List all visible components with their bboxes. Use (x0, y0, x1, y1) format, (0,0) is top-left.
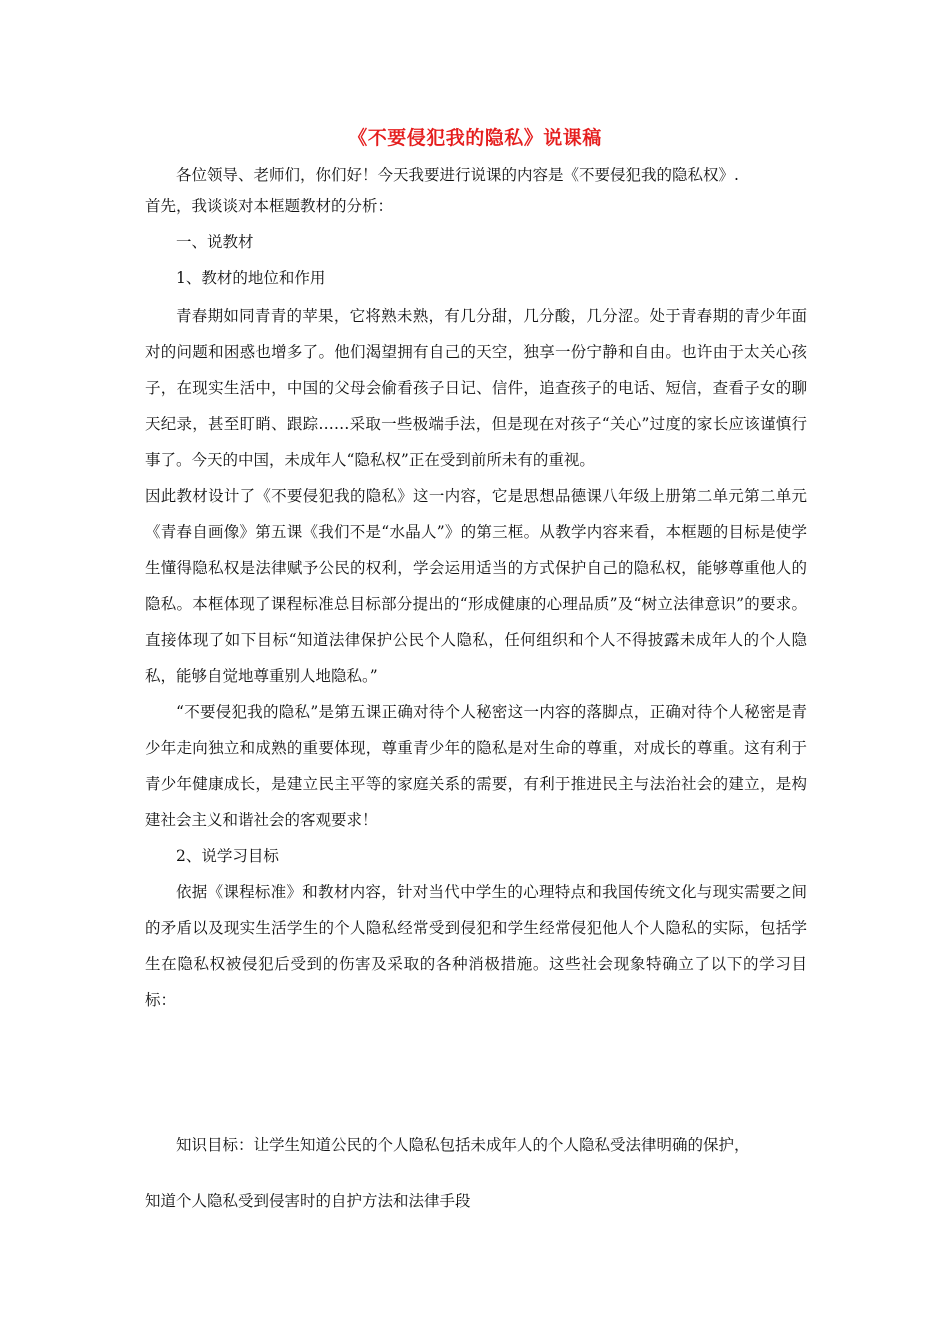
knowledge-goal-continued: 知道个人隐私受到侵害时的自护方法和法律手段 (145, 1192, 471, 1210)
main-body-block (145, 298, 807, 1018)
section-heading-textbook: 一、说教材 (176, 233, 254, 251)
knowledge-goal-block (145, 1127, 807, 1163)
subheading-status-role: 1、教材的地位和作用 (176, 269, 326, 287)
goals-basis-paragraph: 依据《课程标准》和教材内容，针对当代中学生的心理特点和我国传统文化与现实需要之间的矛盾以及现实生活学生的个人隐私经常受到侵犯和学生经常侵犯他人个人隐私的实际，包括学生在隐私权被侵犯后受到的伤害及采取的各种消极措施。这些社会现象特确立了以下的学习目标： (145, 883, 807, 1009)
analysis-intro-paragraph: 首先，我谈谈对本框题教材的分析： (145, 197, 394, 215)
adolescence-paragraph: 青春期如同青青的苹果，它将熟未熟，有几分甜，几分酸，几分涩。处于青春期的青少年面对的问题和困惑也增多了。他们渴望拥有自己的天空，独享一份宁静和自由。也许由于太关心孩子，在现实生活中，中国的父母会偷看孩子日记、信件，追查孩子的电话、短信，查看子女的聊天纪录，甚至盯睄、跟踪……采取一些极端手法，但是现在对孩子“关心”过度的家长应该谨慎行事了。今天的中国，未成年人“隐私权”正在受到前所未有的重视。 (145, 307, 807, 469)
privacy-importance-paragraph: “不要侵犯我的隐私”是第五课正确对待个人秘密这一内容的落脚点，正确对待个人秘密是青少年走向独立和成熟的重要体现，尊重青少年的隐私是对生命的尊重，对成长的尊重。这有利于青少年健康成长，是建立民主平等的家庭关系的需要，有利于推进民主与法治社会的建立，是构建社会主义和谐社会的客观要求！ (145, 703, 807, 829)
document-title: 《不要侵犯我的隐私》说课稿 (348, 127, 602, 149)
intro-block (145, 160, 807, 294)
knowledge-goal-continued-block (145, 1183, 807, 1219)
knowledge-goal-paragraph: 知识目标：让学生知道公民的个人隐私包括未成年人的个人隐私受法律明确的保护， (176, 1136, 750, 1154)
textbook-design-paragraph: 因此教材设计了《不要侵犯我的隐私》这一内容，它是思想品德课八年级上册第二单元第二单元《青春自画像》第五课《我们不是“水晶人”》的第三框。从教学内容来看，本框题的目标是使学生懂得隐私权是法律赋予公民的权利，学会运用适当的方式保护自己的隐私权，能够尊重他人的隐私。本框体现了课程标准总目标部分提出的“形成健康的心理品质”及“树立法律意识”的要求。直接体现了如下目标“知道法律保护公民个人隐私，任何组织和个人不得披露未成年人的个人隐私，能够自觉地尊重别人地隐私。” (145, 487, 807, 685)
subheading-learning-goals: 2、说学习目标 (176, 847, 279, 865)
greeting-paragraph: 各位领导、老师们，你们好！今天我要进行说课的内容是《不要侵犯我的隐私权》. (176, 166, 739, 184)
